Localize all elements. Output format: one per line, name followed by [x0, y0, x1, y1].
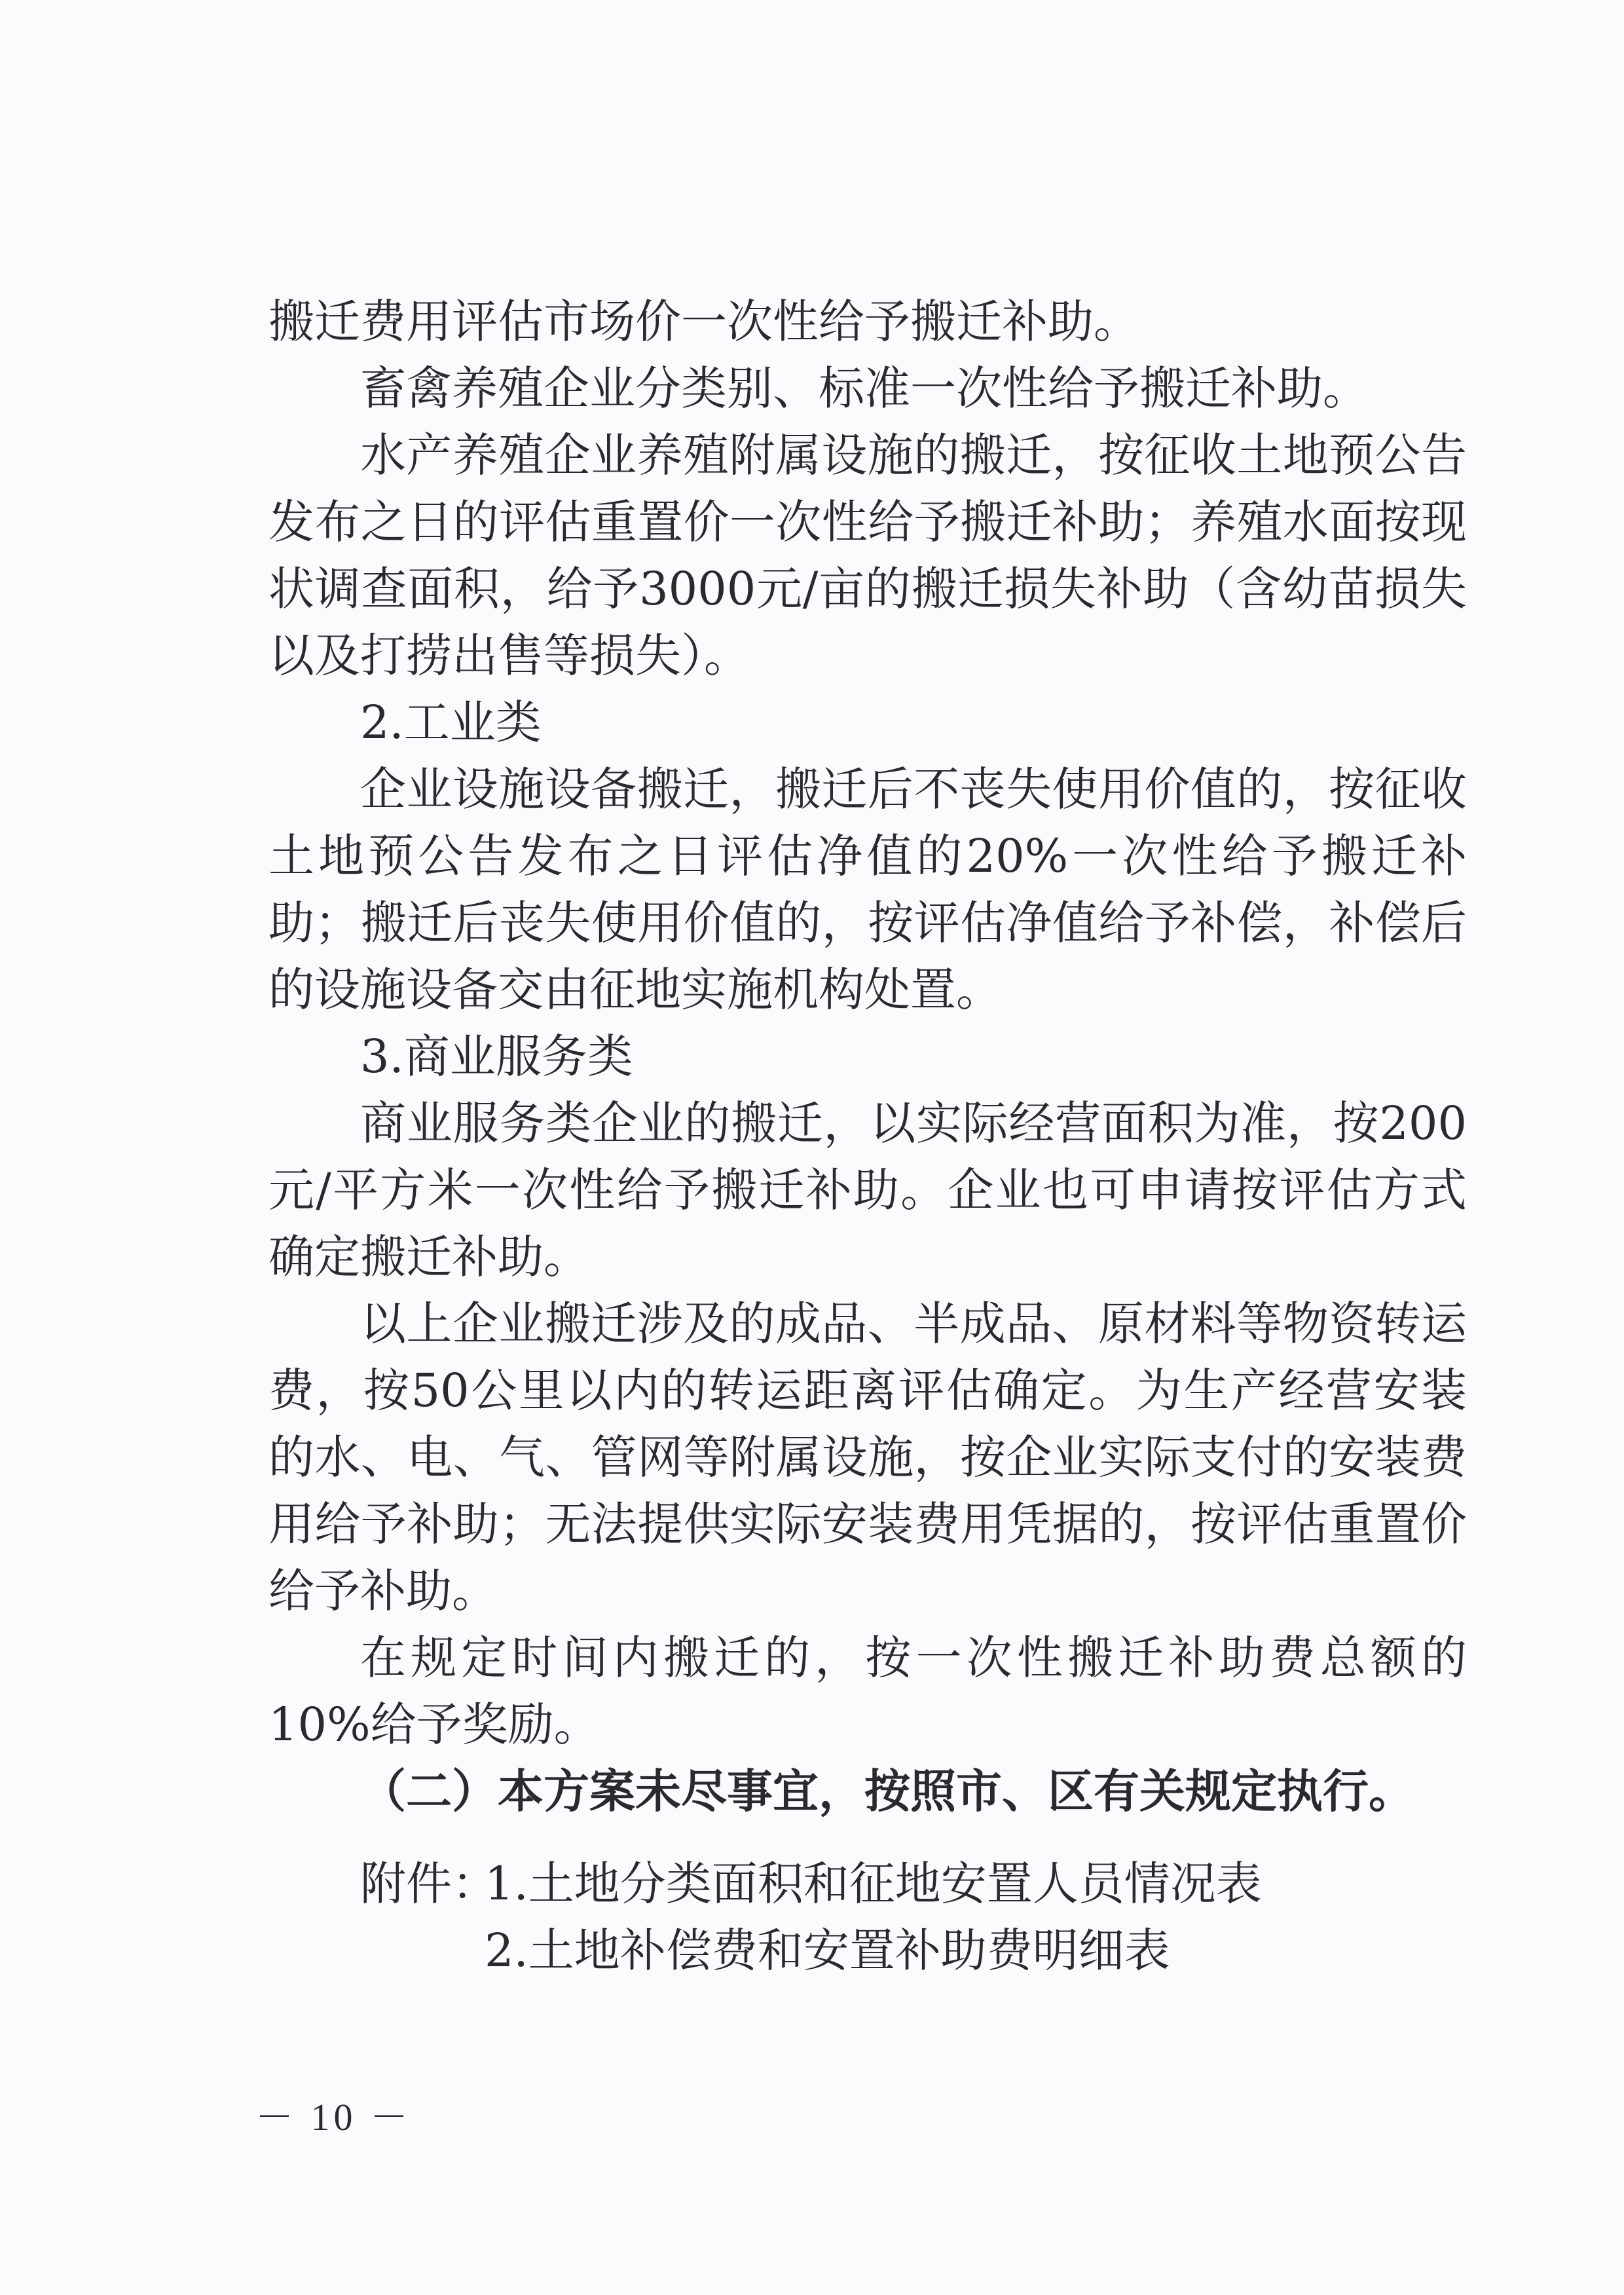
attachments	[360, 1850, 1262, 1984]
section-other-matters: （二）本方案未尽事宜，按照市、区有关规定执行。	[360, 1764, 1414, 1818]
paragraph-relocation-cost: 搬迁费用评估市场价一次性给予搬迁补助。	[268, 295, 1139, 348]
paragraph-industrial: 企业设施设备搬迁，搬迁后不丧失使用价值的，按征收土地预公告发布之日评估净值的20%一次性给予搬迁补助；搬迁后丧失使用价值的，按评估净值给予补偿，补偿后的设施设备交由征地实施机构处置。	[268, 762, 1467, 1017]
attachment-item-1: 1.土地分类面积和征地安置人员情况表	[485, 1857, 1262, 1911]
paragraph-aquaculture: 水产养殖企业养殖附属设施的搬迁，按征收土地预公告发布之日的评估重置价一次性给予搬迁补助；养殖水面按现状调查面积，给予3000元/亩的搬迁损失补助（含幼苗损失以及打捞出售等损失）。	[268, 428, 1467, 682]
attachment-label: 附件：	[360, 1857, 498, 1911]
section-commercial: 3.商业服务类	[360, 1030, 633, 1083]
document-body	[268, 288, 1467, 1825]
attachment-item-2: 2.土地补偿费和安置补助费明细表	[485, 1924, 1170, 1977]
attachment-row-1	[360, 1850, 1262, 1917]
paragraph-commercial: 商业服务类企业的搬迁，以实际经营面积为准，按200元/平方米一次性给予搬迁补助。企业也可申请按评估方式确定搬迁补助。	[268, 1096, 1467, 1284]
paragraph-transport: 以上企业搬迁涉及的成品、半成品、原材料等物资转运费，按50公里以内的转运距离评估确定。为生产经营安装的水、电、气、管网等附属设施，按企业实际支付的安装费用给予补助；无法提供实际安装费用凭据的，按评估重置价给予补助。	[268, 1297, 1467, 1618]
paragraph-reward: 在规定时间内搬迁的，按一次性搬迁补助费总额的10%给予奖励。	[268, 1631, 1467, 1751]
paragraph-livestock: 畜禽养殖企业分类别、标准一次性给予搬迁补助。	[360, 362, 1369, 415]
section-industrial: 2.工业类	[360, 696, 542, 749]
page-number: － 10 －	[255, 2096, 413, 2138]
attachment-row-2	[360, 1917, 1262, 1984]
